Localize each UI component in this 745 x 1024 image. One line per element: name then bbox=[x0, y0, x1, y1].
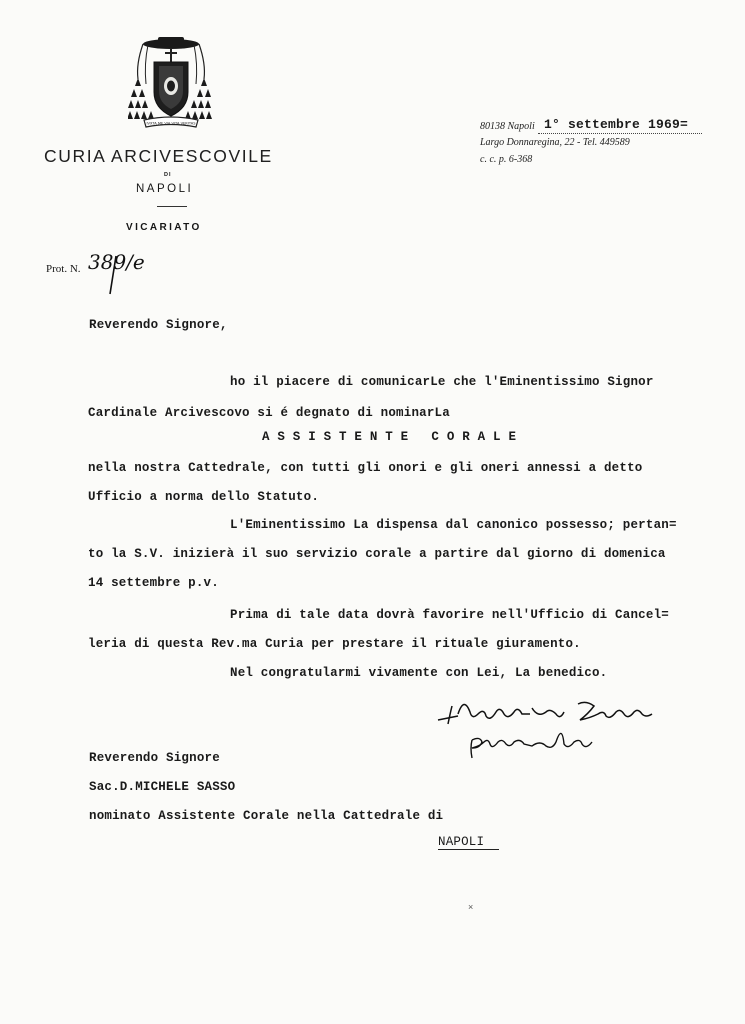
body-line: L'Eminentissimo La dispensa dal canonico possesso; pertan= bbox=[230, 518, 677, 532]
curia-di: DI bbox=[164, 172, 172, 178]
sender-ccp: c. c. p. 6-368 bbox=[480, 154, 533, 165]
body-line: ho il piacere di comunicarLe che l'Eminentissimo Signor bbox=[230, 375, 654, 389]
curia-city: NAPOLI bbox=[136, 183, 194, 195]
body-line: 14 settembre p.v. bbox=[88, 576, 219, 590]
addressee-city: NAPOLI bbox=[438, 835, 485, 849]
sender-address: Largo Donnaregina, 22 - Tel. 449589 bbox=[480, 137, 630, 148]
date-dotted-rule bbox=[538, 133, 702, 134]
letter-date: 1° settembre 1969= bbox=[544, 117, 689, 132]
body-line: Prima di tale data dovrà favorire nell'Ufficio di Cancel= bbox=[230, 608, 669, 622]
body-line: to la S.V. inizierà il suo servizio corale a partire dal giorno di domenica bbox=[88, 547, 666, 561]
city-underline bbox=[438, 849, 499, 850]
appointment-title: A S S I S T E N T E C O R A L E bbox=[262, 430, 517, 444]
body-line: Cardinale Arcivescovo si é degnato di nominarLa bbox=[88, 406, 450, 420]
salutation: Reverendo Signore, bbox=[89, 318, 228, 332]
body-line: leria di questa Rev.ma Curia per prestare il rituale giuramento. bbox=[88, 637, 581, 651]
addressee-role: nominato Assistente Corale nella Cattedrale di bbox=[89, 809, 444, 823]
letterhead-divider bbox=[157, 206, 187, 207]
protocol-label: Prot. N. bbox=[46, 263, 81, 275]
paper-speck: × bbox=[468, 902, 474, 912]
closing-line: Nel congratularmi vivamente con Lei, La benedico. bbox=[230, 666, 608, 680]
coat-of-arms-emblem bbox=[128, 34, 214, 138]
addressee-name: Sac.D.MICHELE SASSO bbox=[89, 780, 236, 794]
body-line: nella nostra Cattedrale, con tutti gli onori e gli oneri annessi a detto bbox=[88, 461, 643, 475]
sender-city: 80138 Napoli bbox=[480, 121, 535, 132]
motto-text: IVXTA ME VIA VITA VERITAS bbox=[146, 121, 196, 126]
handwritten-signature bbox=[428, 684, 658, 764]
body-line: Ufficio a norma dello Statuto. bbox=[88, 490, 320, 504]
addressee-title: Reverendo Signore bbox=[89, 751, 220, 765]
protocol-number: 389/e bbox=[88, 250, 145, 274]
curia-name: CURIA ARCIVESCOVILE bbox=[44, 146, 273, 166]
protocol-stroke bbox=[86, 248, 146, 300]
office-name: VICARIATO bbox=[126, 222, 202, 233]
